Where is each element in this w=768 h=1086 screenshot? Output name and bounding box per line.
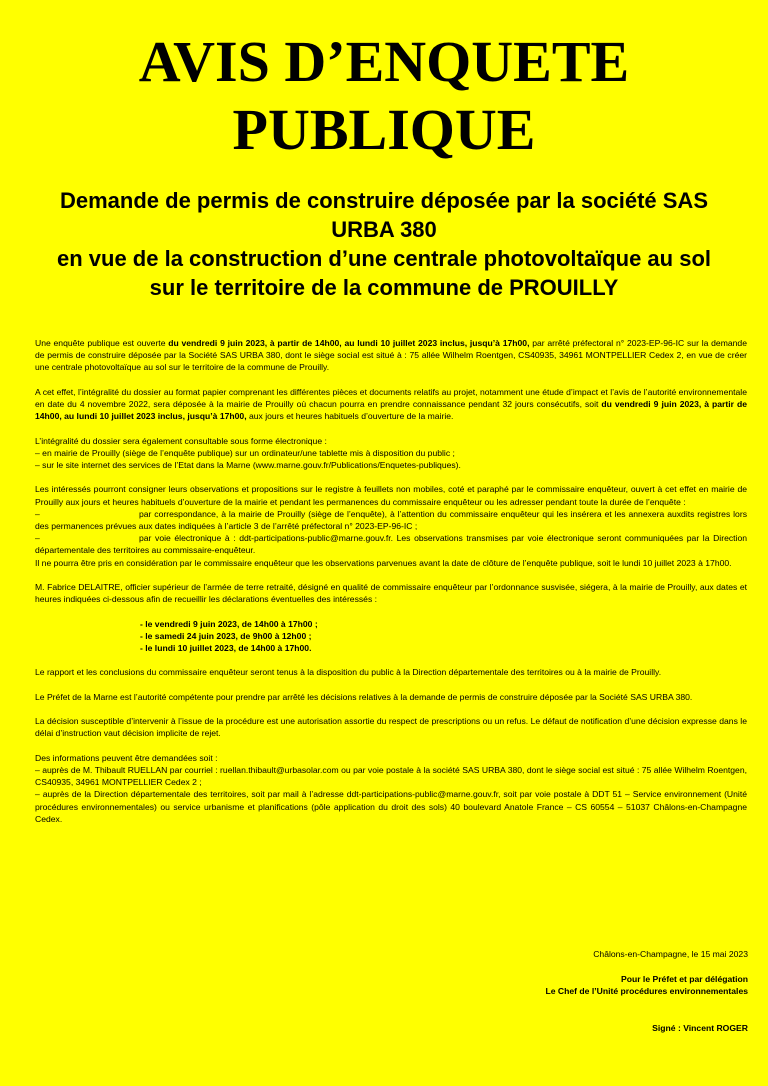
notice-subtitle	[40, 186, 728, 302]
paragraph-prefet: Le Préfet de la Marne est l’autorité compétente pour prendre par arrêté les décisions relatives à la demande de permis de construire déposée par la Société SAS URBA 380.	[35, 691, 693, 702]
signature-line-1: Pour le Préfet et par délégation	[620, 973, 748, 984]
para3-line-2: – en mairie de Prouilly (siège de l’enquête publique) sur un ordinateur/une tablette mis à disposition du public ;	[35, 447, 455, 458]
para4-dash-2: –	[35, 533, 40, 544]
para1-text-2: par arrêté préfectoral n° 2023-EP-96-IC sur la demande de permis de construire déposée par la Société SAS URBA 380, dont le siège social est situé à : 75 allée Wilhelm Roentgen, CS40935, 34961 MONTPELLIER Cedex 2, en vue de créer une centrale photovoltaïque au sol sur le territoire de la commune de Prouilly.	[35, 338, 747, 373]
para4-intro: Les intéressés pourront consigner leurs observations et propositions sur le registre à feuillets non mobiles, coté et paraphé par le commissaire enquêteur, ouvert à cet effet en mairie de Prouilly aux jours et heures habituels d’ouverture de la mairie et pendant les permanences du commissaire enquêteur ou les adresser pendant toute la durée de l’enquête :	[35, 484, 747, 507]
title-line-2: PUBLIQUE	[232, 97, 536, 162]
para4-dash-1: –	[35, 508, 40, 519]
paragraph-enquete-ouverture	[35, 337, 747, 374]
para2-bold-dates: du vendredi 9 juin 2023, à partir de 14h00, au lundi 10 juillet 2023 inclus, jusqu’à 17h00,	[35, 399, 747, 422]
paragraph-commissaire: M. Fabrice DELAITRE, officier supérieur de l’armée de terre retraité, désigné en qualité de commissaire enquêteur par l’ordonnance susvisée, siégera, à la mairie de Prouilly, aux dates et heures indiquées ci-dessous afin de recueillir les déclarations éventuelles des intéressés :	[35, 582, 747, 605]
para1-text-1: Une enquête publique est ouverte	[35, 338, 169, 348]
para4-item-correspondance	[35, 508, 747, 532]
para4-item-electronique	[35, 532, 747, 556]
signature-block	[348, 948, 748, 1034]
paragraph-decision: La décision susceptible d’intervenir à l’issue de la procédure est une autorisation assortie du respect de prescriptions ou un refus. Le défaut de notification d’une décision expresse dans le délai d’instruction vaut décision implicite de rejet.	[35, 716, 747, 739]
paragraph-dossier-electronique	[35, 435, 747, 472]
paragraph-rapport: Le rapport et les conclusions du commissaire enquêteur seront tenus à la disposition du public à la Direction départementale des territoires ou à la mairie de Prouilly.	[35, 667, 662, 678]
para9-item-2: – auprès de la Direction départementale des territoires, soit par mail à l’adresse ddt-participations-public@marne.gouv.fr, soit par voie postale à DDT 51 – Service environnement (Unité procédures environnementales) ou service urbanisme et planifications (pôle application du droit des sols) 40 boulevard Anatole France – CS 60554 – 51037 Châlons-en-Champagne Cedex.	[35, 789, 747, 824]
subtitle-line-1: Demande de permis de construire déposée par la société SAS	[59, 188, 708, 213]
para4-item1-text: par correspondance, à la mairie de Prouilly (siège de l’enquête), à l’attention du commissaire enquêteur qui les insérera et les annexera auxdits registres lors des permanences prévues aux dates indiquées à l’article 3 de l’arrêté préfectoral n° 2023-EP-96-IC ;	[35, 508, 747, 531]
para2-text-1: A cet effet, l’intégralité du dossier au format papier comprenant les différentes pièces et documents relatifs au projet, notamment une étude d’impact et l’avis de l’autorité environnementale en date du 4 novembre 2022, sera déposée à la mairie de Prouilly où chacun pourra en prendre connaissance pendant 32 jours consécutifs, soit	[35, 386, 747, 409]
para4-closing: Il ne pourra être pris en considération par le commissaire enquêteur que les observations parvenues avant la date de clôture de l’enquête publique, soit le lundi 10 juillet 2023 à 17h00.	[35, 557, 732, 568]
signature-line-2: Le Chef de l’Unité procédures environnementales	[545, 985, 748, 996]
permanence-item: - le lundi 10 juillet 2023, de 14h00 à 17h00.	[140, 643, 312, 653]
signature-signed: Signé : Vincent ROGER	[652, 1023, 748, 1034]
subtitle-line-3: en vue de la construction d’une centrale photovoltaïque au sol	[57, 246, 711, 271]
para4-item2-text: par voie électronique à : ddt-participations-public@marne.gouv.fr. Les observations transmises par voie électronique seront communiquées par la Direction départementale des territoires au commissaire-enquêteur.	[35, 533, 747, 556]
permanence-item: - le samedi 24 juin 2023, de 9h00 à 12h00 ;	[140, 630, 312, 641]
subtitle-line-4: sur le territoire de la commune de PROUILLY	[149, 275, 619, 300]
paragraph-dossier-papier	[35, 386, 747, 423]
para1-bold-dates: du vendredi 9 juin 2023, à partir de 14h00, au lundi 10 juillet 2023 inclus, jusqu’à 17h00,	[168, 338, 530, 348]
permanences-list	[140, 618, 747, 655]
paragraph-observations	[35, 483, 747, 568]
notice-title	[0, 28, 768, 164]
permanence-item: - le vendredi 9 juin 2023, de 14h00 à 17h00 ;	[140, 618, 318, 629]
para9-item-1: – auprès de M. Thibault RUELLAN par courriel : ruellan.thibault@urbasolar.com ou par voie postale à la société SAS URBA 380, dont le siège social est situé : 75 allée Wilhelm Roentgen, CS40935, 34961 MONTPELLIER Cedex 2 ;	[35, 764, 747, 788]
notice-body	[35, 337, 747, 837]
signature-date: Châlons-en-Champagne, le 15 mai 2023	[593, 949, 748, 959]
subtitle-line-2: URBA 380	[331, 217, 437, 242]
para3-line-3: – sur le site internet des services de l’Etat dans la Marne (www.marne.gouv.fr/Publications/Enquetes-publiques).	[35, 460, 461, 470]
para9-intro: Des informations peuvent être demandées soit :	[35, 752, 218, 763]
title-line-1: AVIS D’ENQUETE	[138, 29, 630, 94]
paragraph-informations	[35, 752, 747, 825]
para3-line-1: L’intégralité du dossier sera également consultable sous forme électronique :	[35, 435, 327, 446]
para2-text-2: aux jours et heures habituels d’ouverture de la mairie.	[246, 411, 454, 422]
